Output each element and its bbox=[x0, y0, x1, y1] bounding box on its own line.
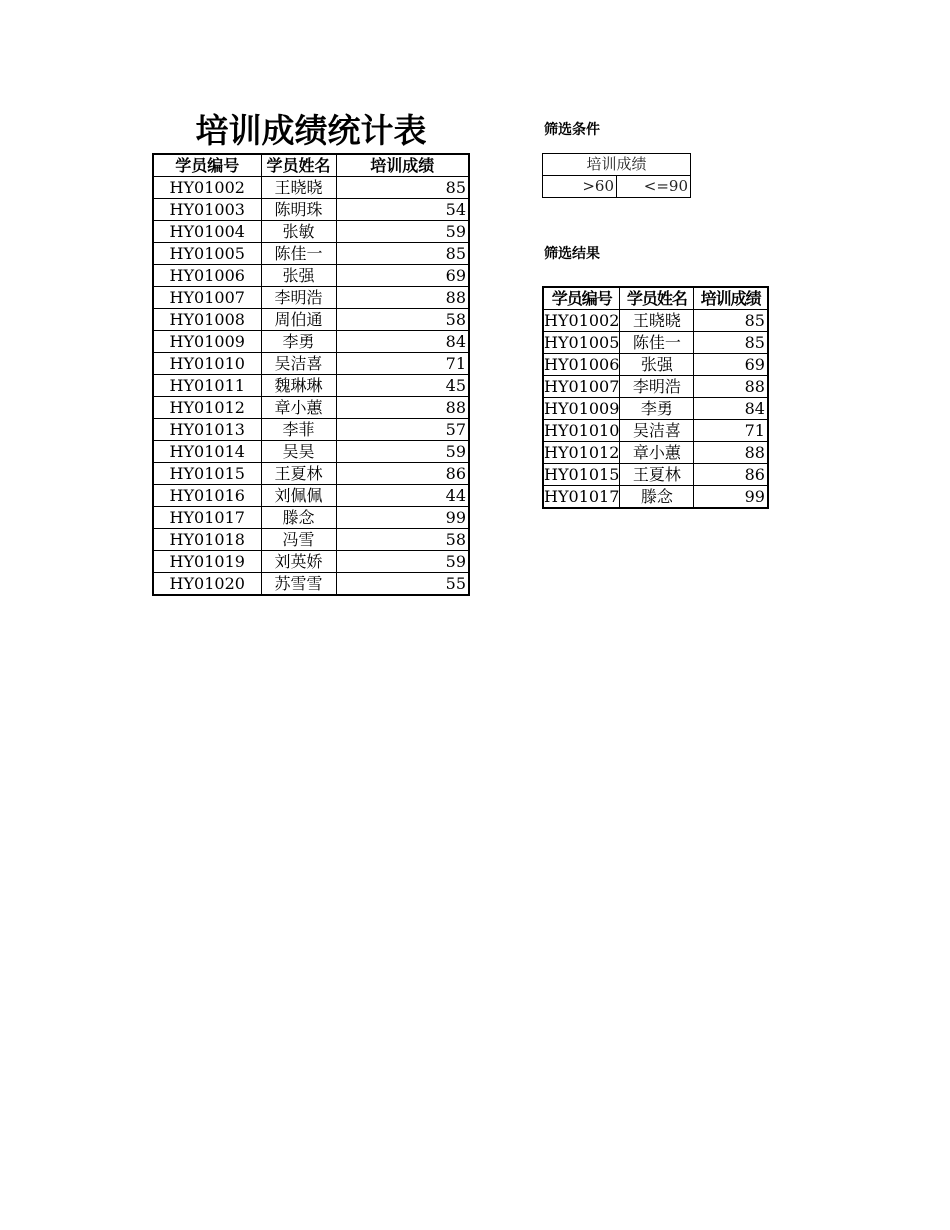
training-score-cell[interactable]: 69 bbox=[694, 354, 768, 376]
table-row bbox=[153, 419, 469, 441]
student-id-cell[interactable]: HY01009 bbox=[153, 331, 261, 353]
student-id-cell[interactable]: HY01007 bbox=[544, 377, 620, 396]
student-id-cell[interactable]: HY01005 bbox=[153, 243, 261, 265]
table-row bbox=[153, 551, 469, 573]
student-id-cell[interactable]: HY01014 bbox=[153, 441, 261, 463]
training-score-cell[interactable]: 69 bbox=[336, 265, 469, 287]
table-row bbox=[153, 221, 469, 243]
student-id-cell[interactable]: HY01010 bbox=[544, 421, 620, 440]
training-score-cell[interactable]: 84 bbox=[336, 331, 469, 353]
result-row bbox=[543, 464, 768, 486]
training-score-cell[interactable]: 88 bbox=[694, 442, 768, 464]
student-name-cell[interactable]: 吴昊 bbox=[261, 441, 336, 463]
student-name-cell[interactable]: 张强 bbox=[620, 354, 694, 376]
table-row bbox=[153, 199, 469, 221]
training-score-cell[interactable]: 88 bbox=[694, 376, 768, 398]
training-score-cell[interactable]: 88 bbox=[336, 397, 469, 419]
result-row bbox=[543, 310, 768, 332]
training-score-cell[interactable]: 71 bbox=[336, 353, 469, 375]
student-id-cell[interactable]: HY01004 bbox=[153, 221, 261, 243]
training-score-cell[interactable]: 85 bbox=[694, 310, 768, 332]
table-row bbox=[153, 397, 469, 419]
header-student-name[interactable]: 学员姓名 bbox=[261, 154, 336, 177]
student-id-cell[interactable]: HY01005 bbox=[544, 333, 620, 352]
student-name-cell[interactable]: 章小蕙 bbox=[620, 442, 694, 464]
student-id-cell[interactable]: HY01011 bbox=[153, 375, 261, 397]
student-name-cell[interactable]: 张强 bbox=[261, 265, 336, 287]
criteria-condition-2[interactable]: <=90 bbox=[617, 176, 691, 198]
results-body bbox=[543, 310, 768, 509]
results-header-row bbox=[543, 287, 768, 310]
header-training-score[interactable]: 培训成绩 bbox=[336, 154, 469, 177]
student-name-cell[interactable]: 张敏 bbox=[261, 221, 336, 243]
student-name-cell[interactable]: 滕念 bbox=[620, 486, 694, 509]
result-row bbox=[543, 354, 768, 376]
table-row bbox=[153, 441, 469, 463]
training-score-cell[interactable]: 85 bbox=[694, 332, 768, 354]
student-id-cell[interactable]: HY01007 bbox=[153, 287, 261, 309]
training-score-cell[interactable]: 44 bbox=[336, 485, 469, 507]
results-header-student-id[interactable]: 学员编号 bbox=[543, 287, 620, 310]
table-body bbox=[153, 177, 469, 596]
student-name-cell[interactable]: 刘佩佩 bbox=[261, 485, 336, 507]
student-id-cell[interactable]: HY01006 bbox=[544, 355, 620, 374]
result-row bbox=[543, 486, 768, 509]
training-score-cell[interactable]: 85 bbox=[336, 243, 469, 265]
header-student-id[interactable]: 学员编号 bbox=[153, 154, 261, 177]
criteria-condition-row bbox=[543, 176, 691, 198]
student-id-cell[interactable]: HY01018 bbox=[153, 529, 261, 551]
table-row bbox=[153, 463, 469, 485]
training-score-cell[interactable]: 55 bbox=[336, 573, 469, 596]
table-row bbox=[153, 177, 469, 199]
student-name-cell[interactable]: 魏琳琳 bbox=[261, 375, 336, 397]
student-id-cell[interactable]: HY01009 bbox=[544, 399, 620, 418]
training-score-table bbox=[152, 153, 470, 596]
student-name-cell[interactable]: 章小蕙 bbox=[261, 397, 336, 419]
training-score-cell[interactable]: 84 bbox=[694, 398, 768, 420]
student-name-cell[interactable]: 李菲 bbox=[261, 419, 336, 441]
result-row bbox=[543, 398, 768, 420]
table-row bbox=[153, 375, 469, 397]
table-row bbox=[153, 485, 469, 507]
student-name-cell[interactable]: 周伯通 bbox=[261, 309, 336, 331]
training-score-cell[interactable]: 54 bbox=[336, 199, 469, 221]
student-id-cell[interactable]: HY01017 bbox=[153, 507, 261, 529]
student-name-cell[interactable]: 李勇 bbox=[261, 331, 336, 353]
student-name-cell[interactable]: 陈佳一 bbox=[261, 243, 336, 265]
student-name-cell[interactable]: 冯雪 bbox=[261, 529, 336, 551]
filter-conditions-label: 筛选条件 bbox=[544, 122, 600, 138]
student-id-cell[interactable]: HY01010 bbox=[153, 353, 261, 375]
result-row bbox=[543, 442, 768, 464]
student-name-cell[interactable]: 李勇 bbox=[620, 398, 694, 420]
student-id-cell[interactable]: HY01015 bbox=[153, 463, 261, 485]
student-name-cell[interactable]: 李明浩 bbox=[620, 376, 694, 398]
student-name-cell[interactable]: 王夏林 bbox=[620, 464, 694, 486]
criteria-header-cell[interactable]: 培训成绩 bbox=[543, 154, 691, 176]
student-name-cell[interactable]: 王晓晓 bbox=[261, 177, 336, 199]
student-id-cell[interactable]: HY01003 bbox=[153, 199, 261, 221]
student-id-cell[interactable]: HY01020 bbox=[153, 573, 261, 596]
table-row bbox=[153, 331, 469, 353]
student-name-cell[interactable]: 吴洁喜 bbox=[620, 420, 694, 442]
student-name-cell[interactable]: 吴洁喜 bbox=[261, 353, 336, 375]
filter-results-label: 筛选结果 bbox=[544, 246, 600, 262]
student-name-cell[interactable]: 滕念 bbox=[261, 507, 336, 529]
criteria-condition-1[interactable]: >60 bbox=[543, 176, 617, 198]
training-score-cell[interactable]: 71 bbox=[694, 420, 768, 442]
table-row bbox=[153, 573, 469, 596]
filter-results-table bbox=[542, 286, 769, 509]
table-row bbox=[153, 309, 469, 331]
table-row bbox=[153, 507, 469, 529]
results-header-training-score[interactable]: 培训成绩 bbox=[694, 287, 768, 310]
student-id-cell[interactable]: HY01012 bbox=[153, 397, 261, 419]
student-id-cell[interactable]: HY01012 bbox=[544, 443, 620, 462]
training-score-cell[interactable]: 58 bbox=[336, 309, 469, 331]
training-score-cell[interactable]: 86 bbox=[336, 463, 469, 485]
result-row bbox=[543, 376, 768, 398]
table-row bbox=[153, 529, 469, 551]
table-header-row bbox=[153, 154, 469, 177]
student-name-cell[interactable]: 王夏林 bbox=[261, 463, 336, 485]
filter-criteria-table bbox=[542, 153, 691, 198]
student-id-cell[interactable]: HY01008 bbox=[153, 309, 261, 331]
result-row bbox=[543, 332, 768, 354]
training-score-cell[interactable]: 59 bbox=[336, 221, 469, 243]
student-name-cell[interactable]: 王晓晓 bbox=[620, 310, 694, 332]
criteria-header-row bbox=[543, 154, 691, 176]
results-header-student-name[interactable]: 学员姓名 bbox=[620, 287, 694, 310]
student-name-cell[interactable]: 陈明珠 bbox=[261, 199, 336, 221]
student-id-cell[interactable]: HY01015 bbox=[544, 465, 620, 484]
table-row bbox=[153, 265, 469, 287]
student-name-cell[interactable]: 苏雪雪 bbox=[261, 573, 336, 596]
table-row bbox=[153, 287, 469, 309]
table-row bbox=[153, 243, 469, 265]
result-row bbox=[543, 420, 768, 442]
sheet-title: 培训成绩统计表 bbox=[195, 111, 427, 150]
training-score-cell[interactable]: 99 bbox=[694, 486, 768, 509]
training-score-cell[interactable]: 59 bbox=[336, 551, 469, 573]
training-score-cell[interactable]: 99 bbox=[336, 507, 469, 529]
training-score-cell[interactable]: 57 bbox=[336, 419, 469, 441]
training-score-cell[interactable]: 45 bbox=[336, 375, 469, 397]
training-score-cell[interactable]: 88 bbox=[336, 287, 469, 309]
student-id-cell[interactable]: HY01006 bbox=[153, 265, 261, 287]
training-score-cell[interactable]: 59 bbox=[336, 441, 469, 463]
student-id-cell[interactable]: HY01019 bbox=[153, 551, 261, 573]
student-name-cell[interactable]: 刘英娇 bbox=[261, 551, 336, 573]
student-id-cell[interactable]: HY01013 bbox=[153, 419, 261, 441]
training-score-cell[interactable]: 85 bbox=[336, 177, 469, 199]
training-score-cell[interactable]: 58 bbox=[336, 529, 469, 551]
student-id-cell[interactable]: HY01017 bbox=[544, 487, 620, 506]
student-id-cell[interactable]: HY01002 bbox=[544, 311, 620, 330]
student-name-cell[interactable]: 李明浩 bbox=[261, 287, 336, 309]
student-id-cell[interactable]: HY01016 bbox=[153, 485, 261, 507]
training-score-cell[interactable]: 86 bbox=[694, 464, 768, 486]
student-id-cell[interactable]: HY01002 bbox=[153, 177, 261, 199]
student-name-cell[interactable]: 陈佳一 bbox=[620, 332, 694, 354]
table-row bbox=[153, 353, 469, 375]
